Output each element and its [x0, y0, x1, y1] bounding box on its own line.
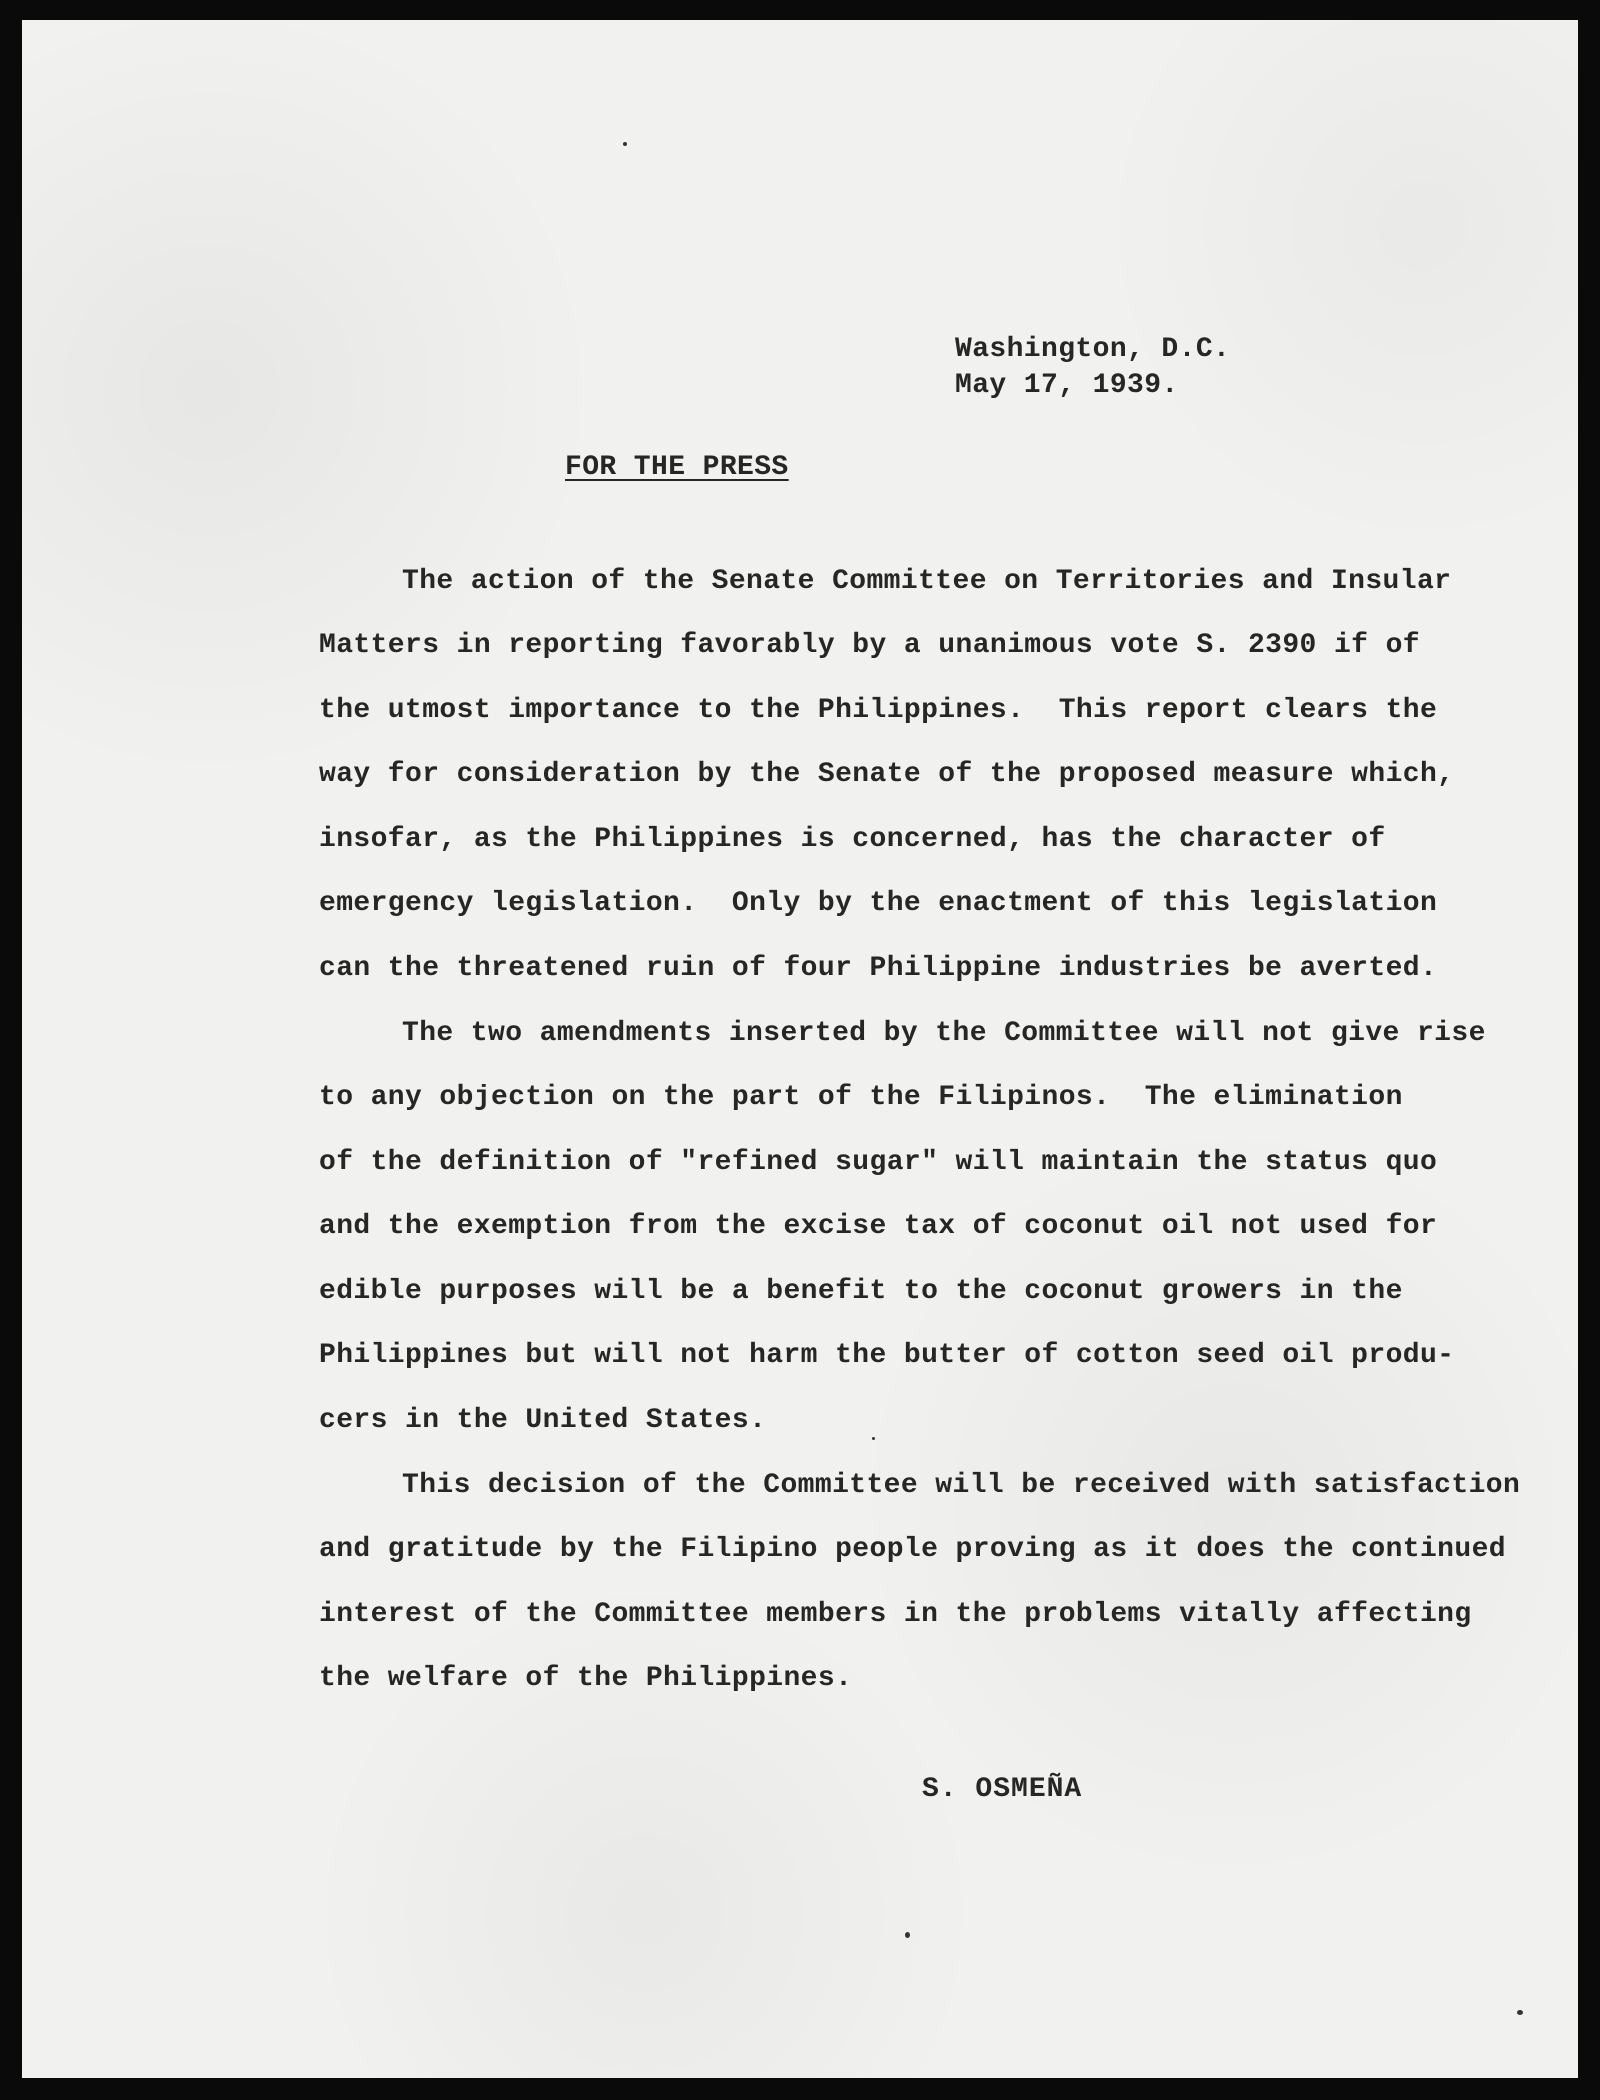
paper-speck — [905, 1932, 910, 1938]
press-heading: FOR THE PRESS — [565, 452, 789, 483]
body-line: The two amendments inserted by the Committee will not give rise — [402, 1018, 1486, 1049]
paper-speck — [623, 142, 627, 146]
body-line: to any objection on the part of the Filipinos. The elimination — [319, 1082, 1403, 1113]
body-line: the welfare of the Philippines. — [319, 1663, 853, 1694]
body-line: and the exemption from the excise tax of coconut oil not used for — [319, 1211, 1438, 1242]
dateline-date: May 17, 1939. — [955, 370, 1179, 401]
body-line: Philippines but will not harm the butter of cotton seed oil produ- — [319, 1340, 1455, 1371]
dateline-place: Washington, D.C. — [955, 334, 1231, 365]
body-line: cers in the United States. — [319, 1405, 767, 1436]
body-line: way for consideration by the Senate of the proposed measure which, — [319, 759, 1455, 790]
body-line: emergency legislation. Only by the enactment of this legislation — [319, 888, 1438, 919]
body-line: the utmost importance to the Philippines. This report clears the — [319, 695, 1438, 726]
body-line: interest of the Committee members in the problems vitally affecting — [319, 1599, 1472, 1630]
body-line: Matters in reporting favorably by a unanimous vote S. 2390 if of — [319, 630, 1420, 661]
body-line: of the definition of "refined sugar" will maintain the status quo — [319, 1147, 1438, 1178]
document-page — [22, 20, 1578, 2078]
body-line: can the threatened ruin of four Philippine industries be averted. — [319, 953, 1438, 984]
body-line: The action of the Senate Committee on Territories and Insular — [402, 566, 1452, 597]
paper-speck — [1517, 2010, 1523, 2015]
paper-speck — [872, 1437, 875, 1440]
body-line: edible purposes will be a benefit to the coconut growers in the — [319, 1276, 1403, 1307]
body-line: This decision of the Committee will be received with satisfaction — [402, 1470, 1521, 1501]
body-line: and gratitude by the Filipino people proving as it does the continued — [319, 1534, 1506, 1565]
body-line: insofar, as the Philippines is concerned, has the character of — [319, 824, 1386, 855]
signature: S. OSMEÑA — [922, 1774, 1083, 1805]
